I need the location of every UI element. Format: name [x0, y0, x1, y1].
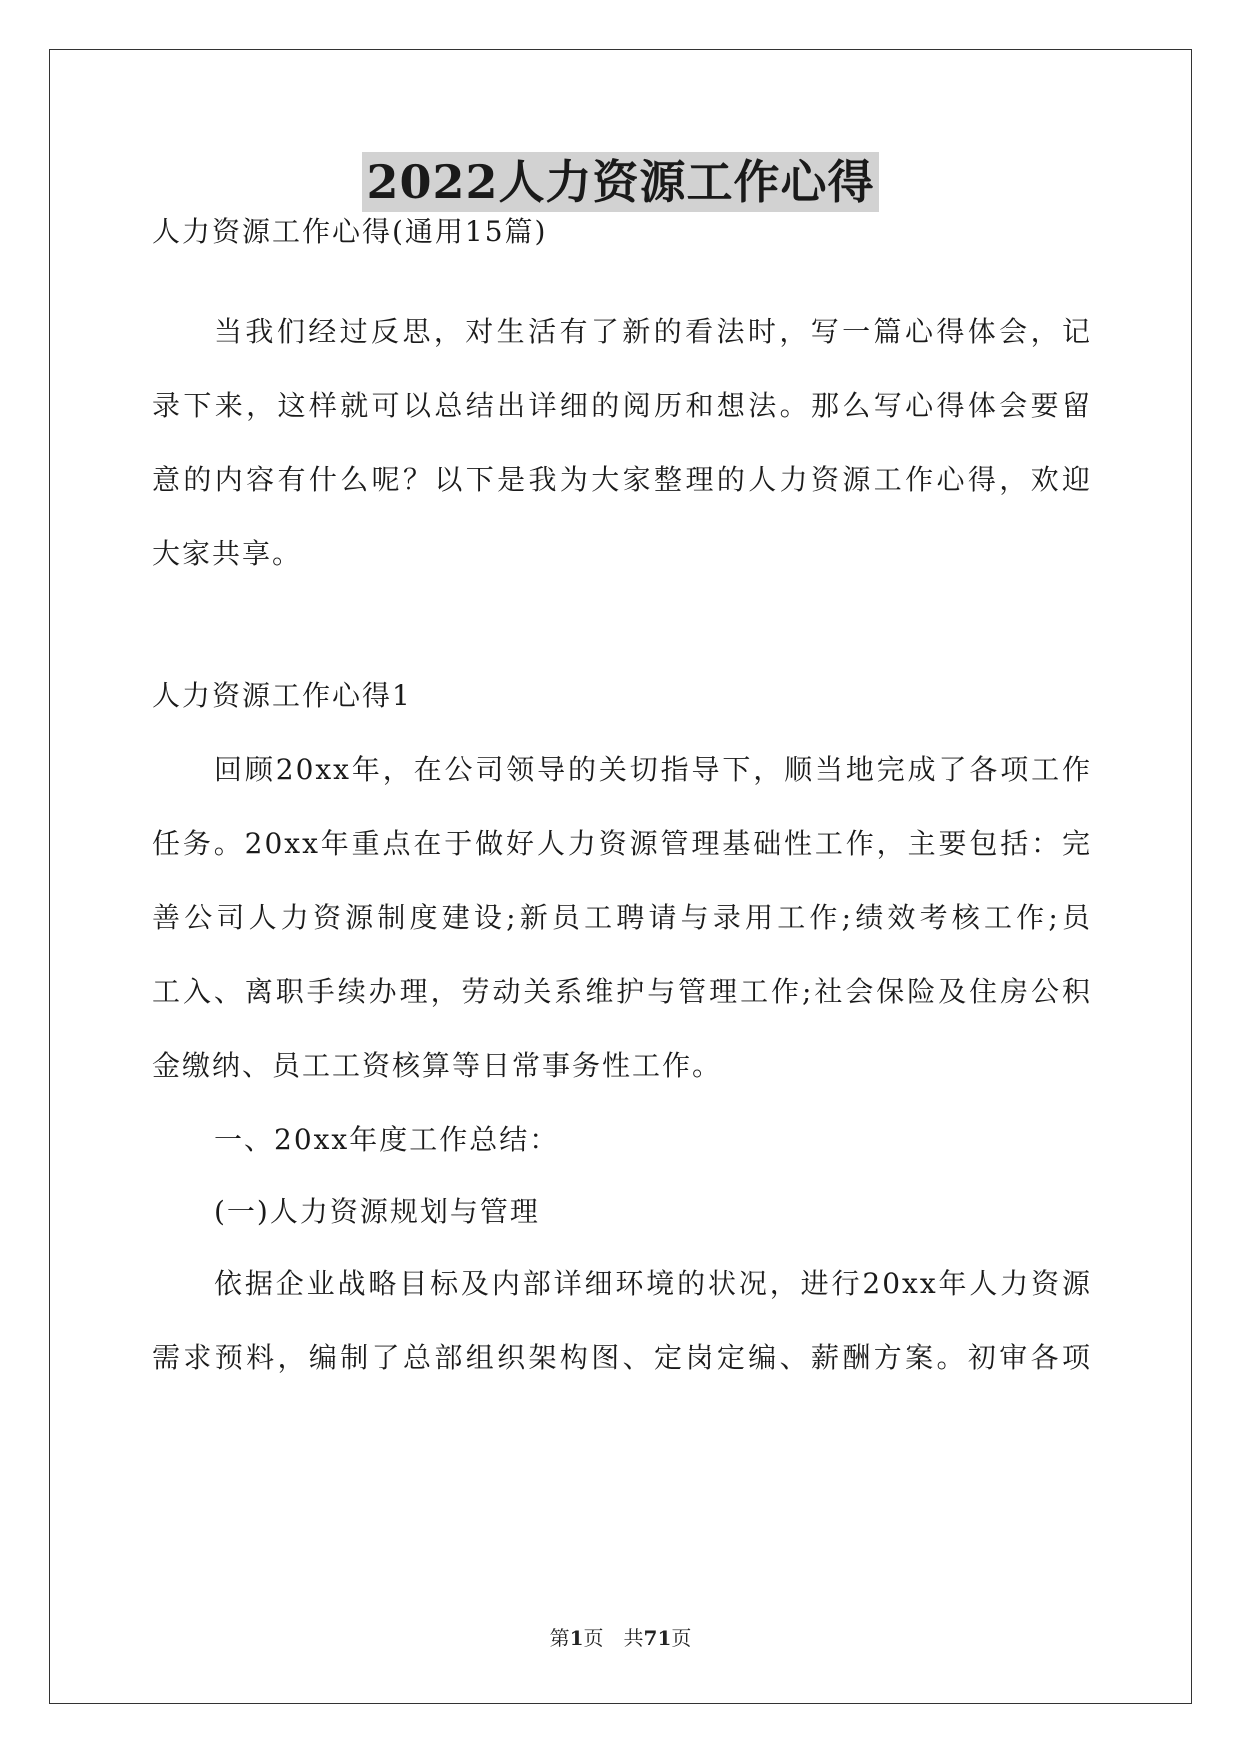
total-page-number: 71 — [643, 1626, 672, 1650]
paragraph-line: 需求预料，编制了总部组织架构图、定岗定编、薪酬方案。初审各项 — [152, 1341, 1092, 1374]
paragraph-line: 任务。20xx年重点在于做好人力资源管理基础性工作，主要包括：完 — [152, 827, 1092, 860]
current-page-number: 1 — [569, 1626, 584, 1650]
paragraph-line: 依据企业战略目标及内部详细环境的状况，进行20xx年人力资源 — [214, 1267, 1092, 1300]
document-title: 2022人力资源工作心得 — [362, 152, 878, 212]
section-heading: 人力资源工作心得1 — [152, 679, 412, 712]
subsection-heading: 一、20xx年度工作总结： — [214, 1123, 560, 1156]
footer-suffix: 页 — [671, 1626, 692, 1650]
page-footer — [0, 1625, 1241, 1651]
paragraph-line: 工入、离职手续办理，劳动关系维护与管理工作;社会保险及住房公积 — [152, 975, 1092, 1008]
paragraph-line: 回顾20xx年，在公司领导的关切指导下，顺当地完成了各项工作 — [214, 753, 1092, 786]
subtitle-line: 人力资源工作心得(通用15篇) — [152, 215, 548, 248]
footer-prefix: 第 — [549, 1626, 570, 1650]
footer-mid: 页 共 — [583, 1626, 644, 1650]
paragraph-line: 当我们经过反思，对生活有了新的看法时，写一篇心得体会，记 — [214, 315, 1092, 348]
page-border — [49, 49, 1192, 1704]
paragraph-line: 大家共享。 — [152, 537, 303, 570]
paragraph-line: 金缴纳、员工工资核算等日常事务性工作。 — [152, 1049, 723, 1082]
title-container — [0, 152, 1241, 212]
paragraph-line: 录下来，这样就可以总结出详细的阅历和想法。那么写心得体会要留 — [152, 389, 1092, 422]
paragraph-line: 善公司人力资源制度建设;新员工聘请与录用工作;绩效考核工作;员 — [152, 901, 1092, 934]
paragraph-line: 意的内容有什么呢？以下是我为大家整理的人力资源工作心得，欢迎 — [152, 463, 1092, 496]
subsection-heading: (一)人力资源规划与管理 — [214, 1195, 540, 1228]
